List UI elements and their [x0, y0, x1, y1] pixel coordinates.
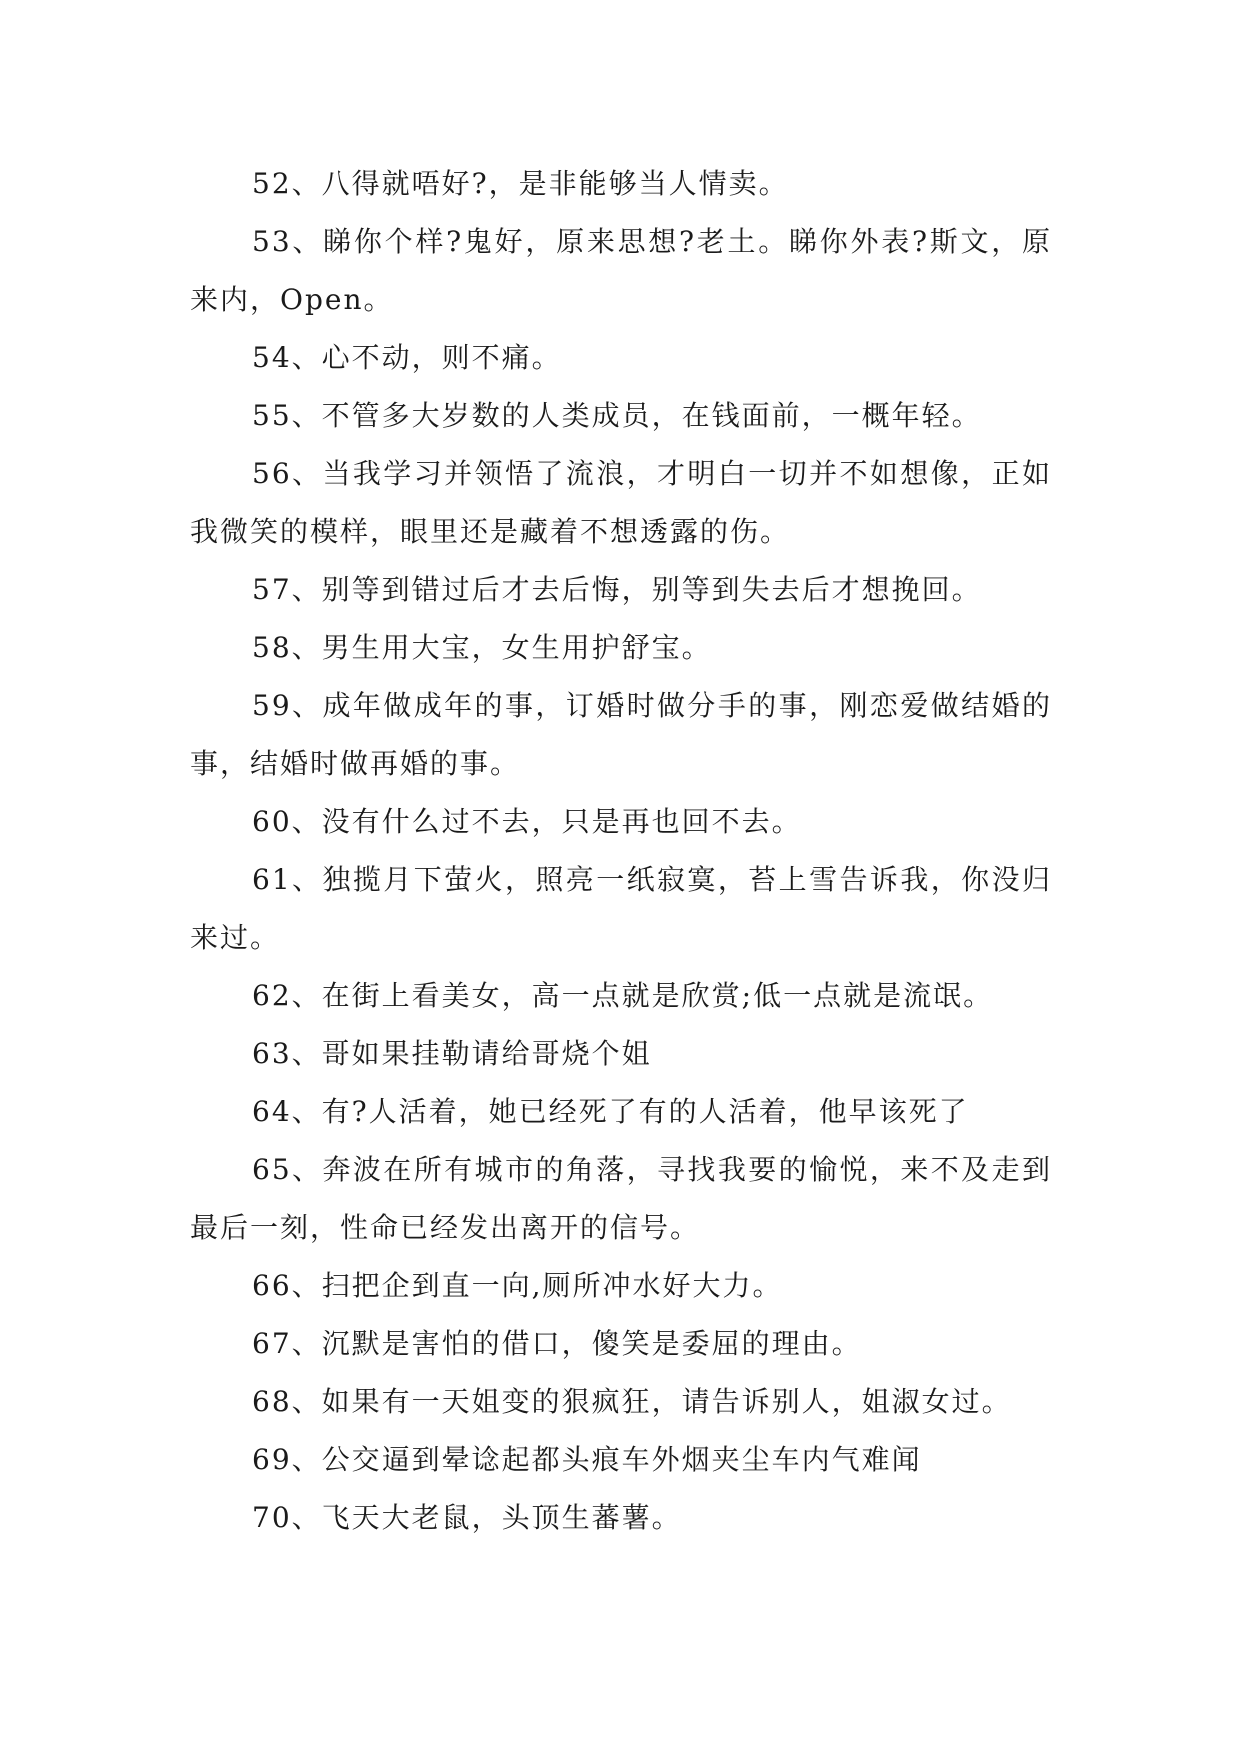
item-text: 、哥如果挂勒请给哥烧个姐: [291, 1037, 652, 1070]
list-item: [190, 967, 1052, 1025]
list-item: [190, 851, 1052, 967]
list-item: [190, 1025, 1052, 1083]
item-number: 62: [252, 979, 292, 1012]
item-text: 、当我学习并领悟了流浪，才明白一切并不如想像，正如我微笑的模样，眼里还是藏着不想透露的伤。: [190, 457, 1052, 548]
list-item: [190, 329, 1052, 387]
list-item: [190, 1083, 1052, 1141]
list-item: [190, 445, 1052, 561]
list-item: [190, 1489, 1052, 1547]
list-item: [190, 155, 1052, 213]
item-text: 、没有什么过不去，只是再也回不去。: [291, 805, 802, 838]
list-item: [190, 793, 1052, 851]
item-text: 、睇你个样?鬼好，原来思想?老土。睇你外表?斯文，原来内，Open。: [190, 225, 1052, 316]
list-item: [190, 1431, 1052, 1489]
item-number: 68: [252, 1385, 292, 1418]
item-number: 61: [252, 863, 292, 896]
item-number: 60: [252, 805, 292, 838]
item-text: 、有?人活着，她已经死了有的人活着，他早该死了: [291, 1095, 969, 1128]
list-item: [190, 213, 1052, 329]
item-number: 52: [252, 167, 292, 200]
item-text: 、奔波在所有城市的角落，寻找我要的愉悦，来不及走到最后一刻，性命已经发出离开的信号。: [190, 1153, 1052, 1244]
item-number: 55: [252, 399, 292, 432]
item-number: 69: [252, 1443, 292, 1476]
item-text: 、八得就唔好?，是非能够当人情卖。: [291, 167, 789, 200]
list-item: [190, 387, 1052, 445]
item-number: 70: [252, 1501, 292, 1534]
item-number: 53: [252, 225, 292, 258]
item-text: 、扫把企到直一向,厕所冲水好大力。: [291, 1269, 783, 1302]
item-text: 、男生用大宝，女生用护舒宝。: [291, 631, 712, 664]
item-number: 65: [252, 1153, 292, 1186]
item-number: 64: [252, 1095, 292, 1128]
item-number: 59: [252, 689, 292, 722]
item-number: 57: [252, 573, 292, 606]
item-number: 66: [252, 1269, 292, 1302]
list-item: [190, 561, 1052, 619]
list-item: [190, 619, 1052, 677]
list-item: [190, 1141, 1052, 1257]
list-item: [190, 1257, 1052, 1315]
item-text: 、心不动，则不痛。: [291, 341, 562, 374]
item-text: 、别等到错过后才去后悔，别等到失去后才想挽回。: [291, 573, 982, 606]
list-item: [190, 677, 1052, 793]
item-number: 56: [252, 457, 292, 490]
item-number: 63: [252, 1037, 292, 1070]
item-text: 、独揽月下萤火，照亮一纸寂寞，苔上雪告诉我，你没归来过。: [190, 863, 1052, 954]
item-text: 、成年做成年的事，订婚时做分手的事，刚恋爱做结婚的事，结婚时做再婚的事。: [190, 689, 1052, 780]
document-body: [190, 155, 1052, 1547]
list-item: [190, 1315, 1052, 1373]
item-text: 、公交逼到晕谂起都头痕车外烟夹尘车内气难闻: [291, 1443, 922, 1476]
item-text: 、飞天大老鼠，头顶生蕃薯。: [291, 1501, 682, 1534]
item-number: 67: [252, 1327, 292, 1360]
item-text: 、不管多大岁数的人类成员，在钱面前，一概年轻。: [291, 399, 982, 432]
item-number: 58: [252, 631, 292, 664]
item-text: 、在街上看美女，高一点就是欣赏;低一点就是流氓。: [291, 979, 994, 1012]
item-number: 54: [252, 341, 292, 374]
item-text: 、沉默是害怕的借口，傻笑是委屈的理由。: [291, 1327, 862, 1360]
list-item: [190, 1373, 1052, 1431]
item-text: 、如果有一天姐变的狠疯狂，请告诉别人，姐淑女过。: [291, 1385, 1012, 1418]
